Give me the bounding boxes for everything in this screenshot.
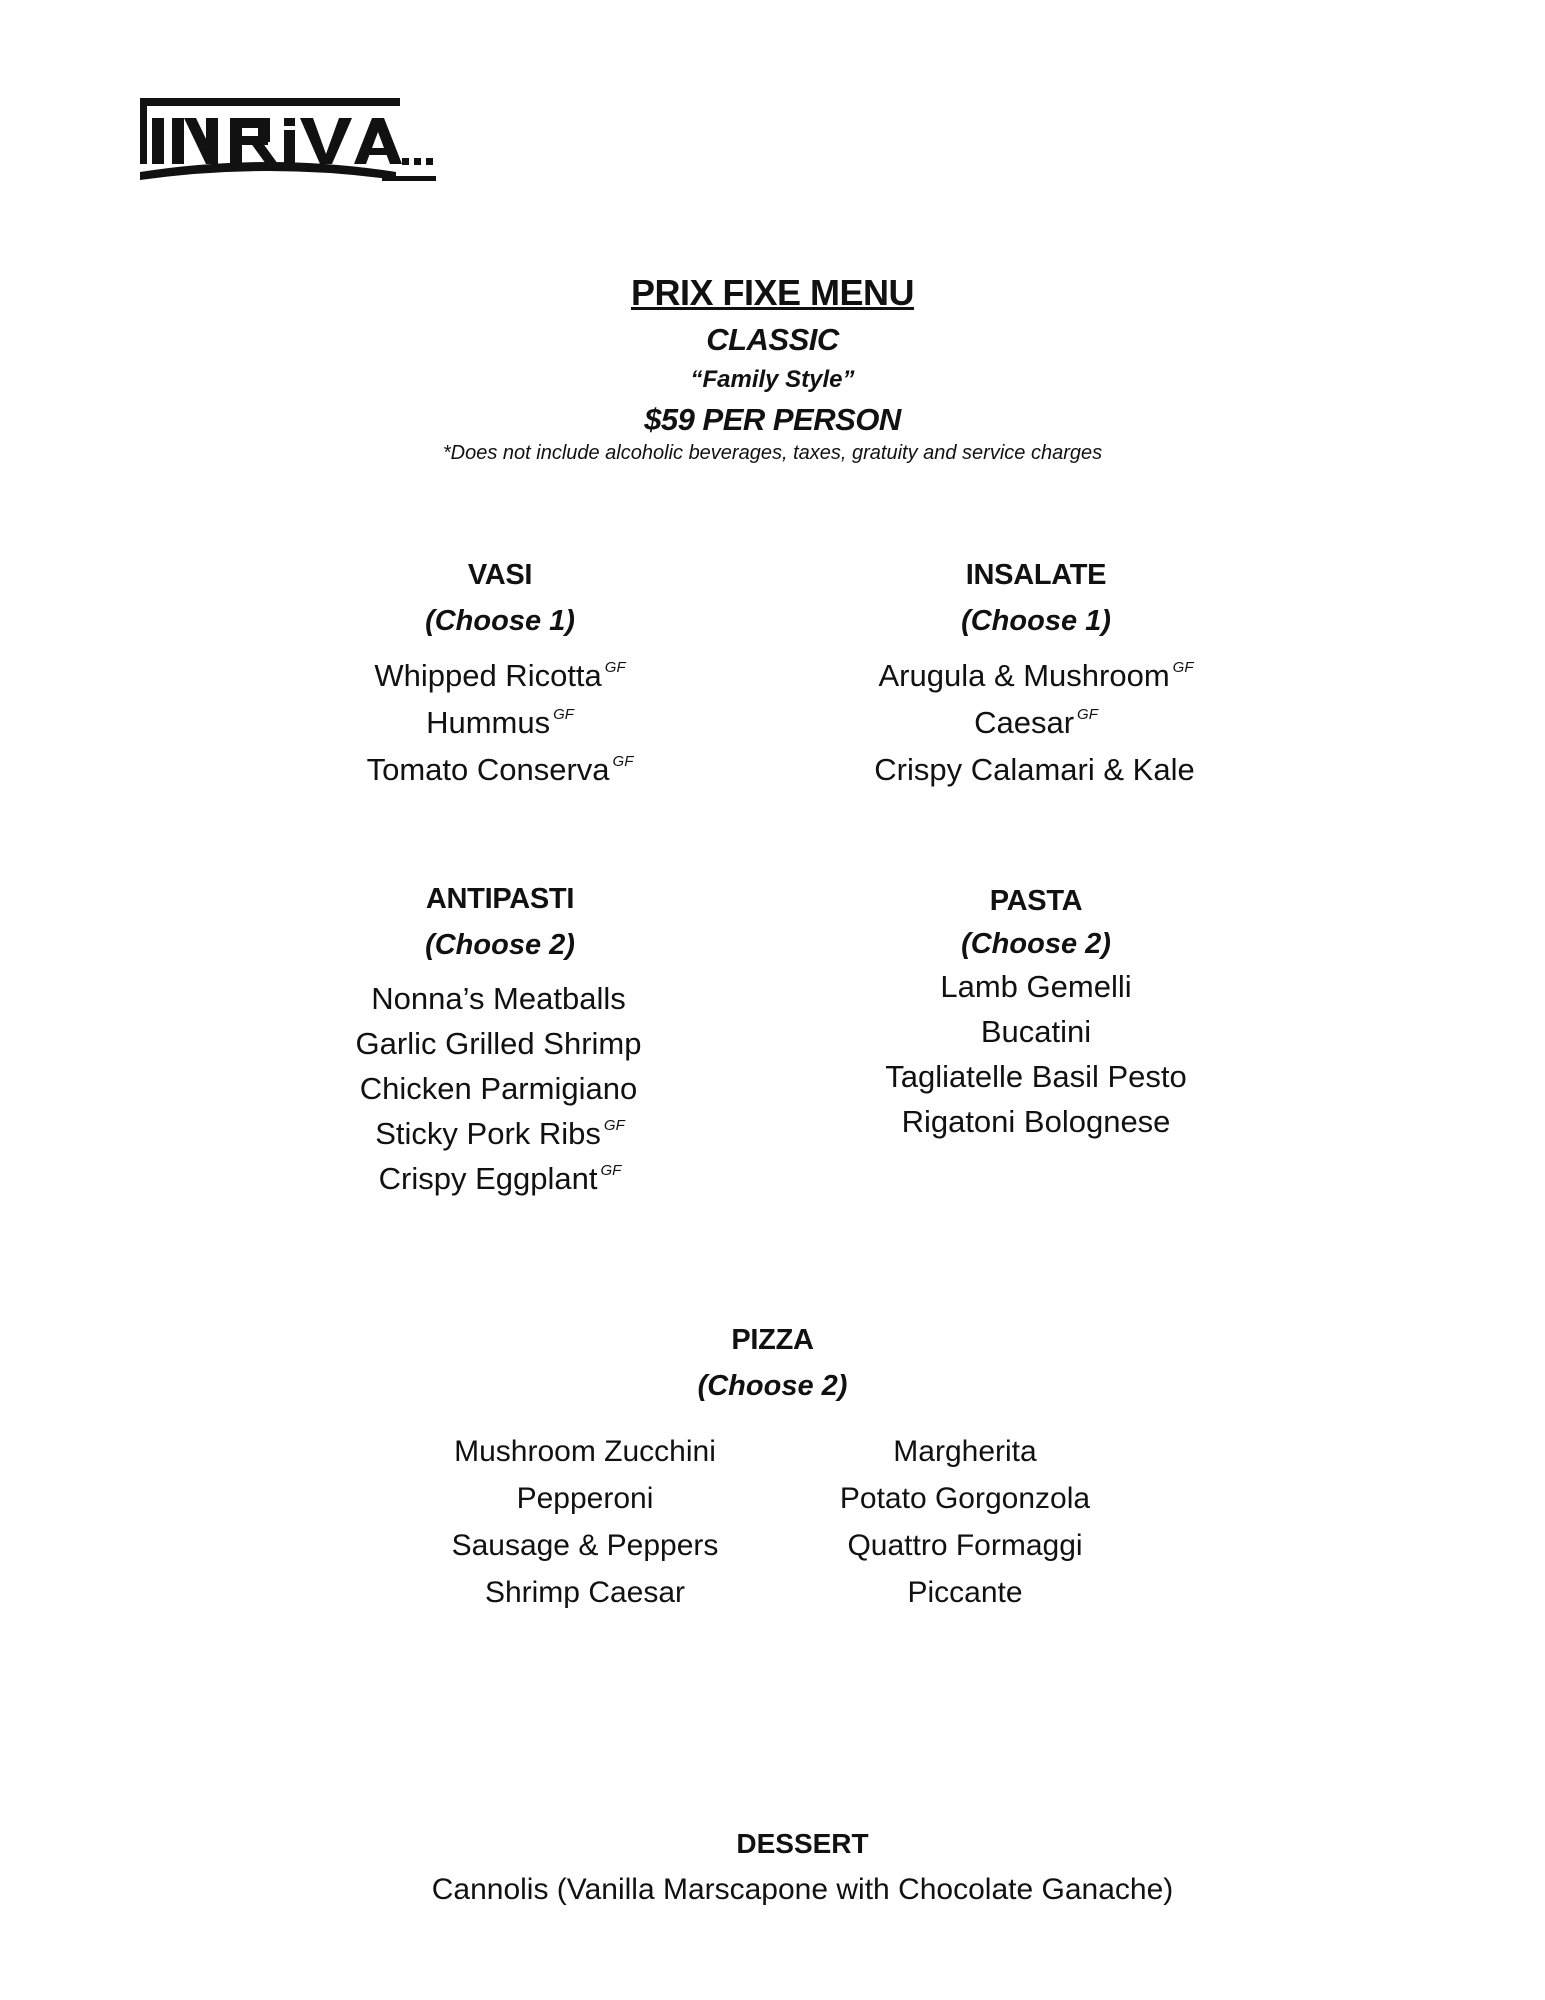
menu-item: Rigatoni Bolognese — [901, 1104, 1171, 1139]
menu-item: Caesar $^{GF}$ — [974, 705, 1098, 740]
menu-item: Chicken Parmigiano — [359, 1071, 638, 1106]
menu-item: Arugula & Mushroom $^{GF}$ — [878, 658, 1194, 693]
menu-item: Quattro Formaggi — [847, 1529, 1083, 1562]
price-disclaimer: *Does not include alcoholic beverages, taxes, gratuity and service charges — [442, 442, 1103, 464]
menu-item: Bucatini — [980, 1014, 1092, 1049]
gluten-free-tag: GF — [612, 753, 634, 770]
section-heading: VASI — [467, 559, 533, 591]
restaurant-logo — [138, 96, 448, 190]
service-style-note: “Family Style” — [690, 366, 855, 393]
menu-subtitle: CLASSIC — [706, 322, 839, 357]
choose-note: (Choose 2) — [697, 1370, 848, 1402]
menu-item: Potato Gorgonzola — [839, 1482, 1091, 1515]
dessert-item: Cannolis (Vanilla Marscapone with Chocolate Ganache) — [431, 1873, 1174, 1906]
menu-item: Garlic Grilled Shrimp — [355, 1026, 642, 1061]
section-heading: ANTIPASTI — [425, 883, 575, 915]
menu-item: Hummus $^{GF}$ — [426, 705, 574, 740]
section-heading: PASTA — [989, 885, 1083, 917]
section-antipasti — [240, 876, 760, 1196]
menu-item: Sausage & Peppers — [451, 1529, 719, 1562]
section-heading: INSALATE — [965, 559, 1107, 591]
pizza-column-left — [405, 1428, 765, 1616]
gluten-free-tag: GF — [553, 706, 574, 723]
choose-note: (Choose 2) — [961, 928, 1111, 960]
choose-note: (Choose 1) — [961, 605, 1111, 637]
menu-item: Tagliatelle Basil Pesto — [885, 1059, 1187, 1094]
gluten-free-tag: GF — [604, 659, 626, 676]
logo-graphic — [138, 96, 448, 190]
menu-item: Crispy Eggplant $^{GF}$ — [378, 1161, 622, 1196]
menu-item: Whipped Ricotta $^{GF}$ — [374, 658, 626, 693]
menu-item: Sticky Pork Ribs $^{GF}$ — [375, 1116, 625, 1151]
section-vasi — [240, 552, 760, 785]
section-heading-dessert: DESSERT — [736, 1828, 869, 1859]
menu-item: Pepperoni — [516, 1482, 654, 1515]
gluten-free-tag: GF — [1077, 706, 1098, 723]
menu-item: Crispy Calamari & Kale — [874, 752, 1195, 787]
gluten-free-tag: GF — [1172, 659, 1194, 676]
section-insalate — [776, 552, 1296, 785]
section-heading: PIZZA — [731, 1324, 814, 1356]
menu-item: Piccante — [907, 1576, 1023, 1609]
pizza-column-right — [785, 1428, 1145, 1616]
menu-item: Nonna’s Meatballs — [371, 981, 626, 1016]
menu-title: PRIX FIXE MENU — [630, 272, 915, 313]
gluten-free-tag: GF — [603, 1117, 625, 1134]
menu-item: Shrimp Caesar — [484, 1576, 686, 1609]
price-per-person: $59 PER PERSON — [644, 402, 901, 437]
choose-note: (Choose 1) — [425, 605, 575, 637]
menu-item: Mushroom Zucchini — [454, 1435, 716, 1468]
choose-note: (Choose 2) — [425, 929, 575, 961]
gluten-free-tag: GF — [600, 1162, 622, 1179]
section-pizza — [0, 1317, 1545, 1409]
section-pasta — [776, 878, 1296, 1144]
menu-item: Tomato Conserva $^{GF}$ — [366, 752, 634, 787]
menu-item: Lamb Gemelli — [940, 969, 1132, 1004]
menu-item: Margherita — [893, 1435, 1037, 1468]
